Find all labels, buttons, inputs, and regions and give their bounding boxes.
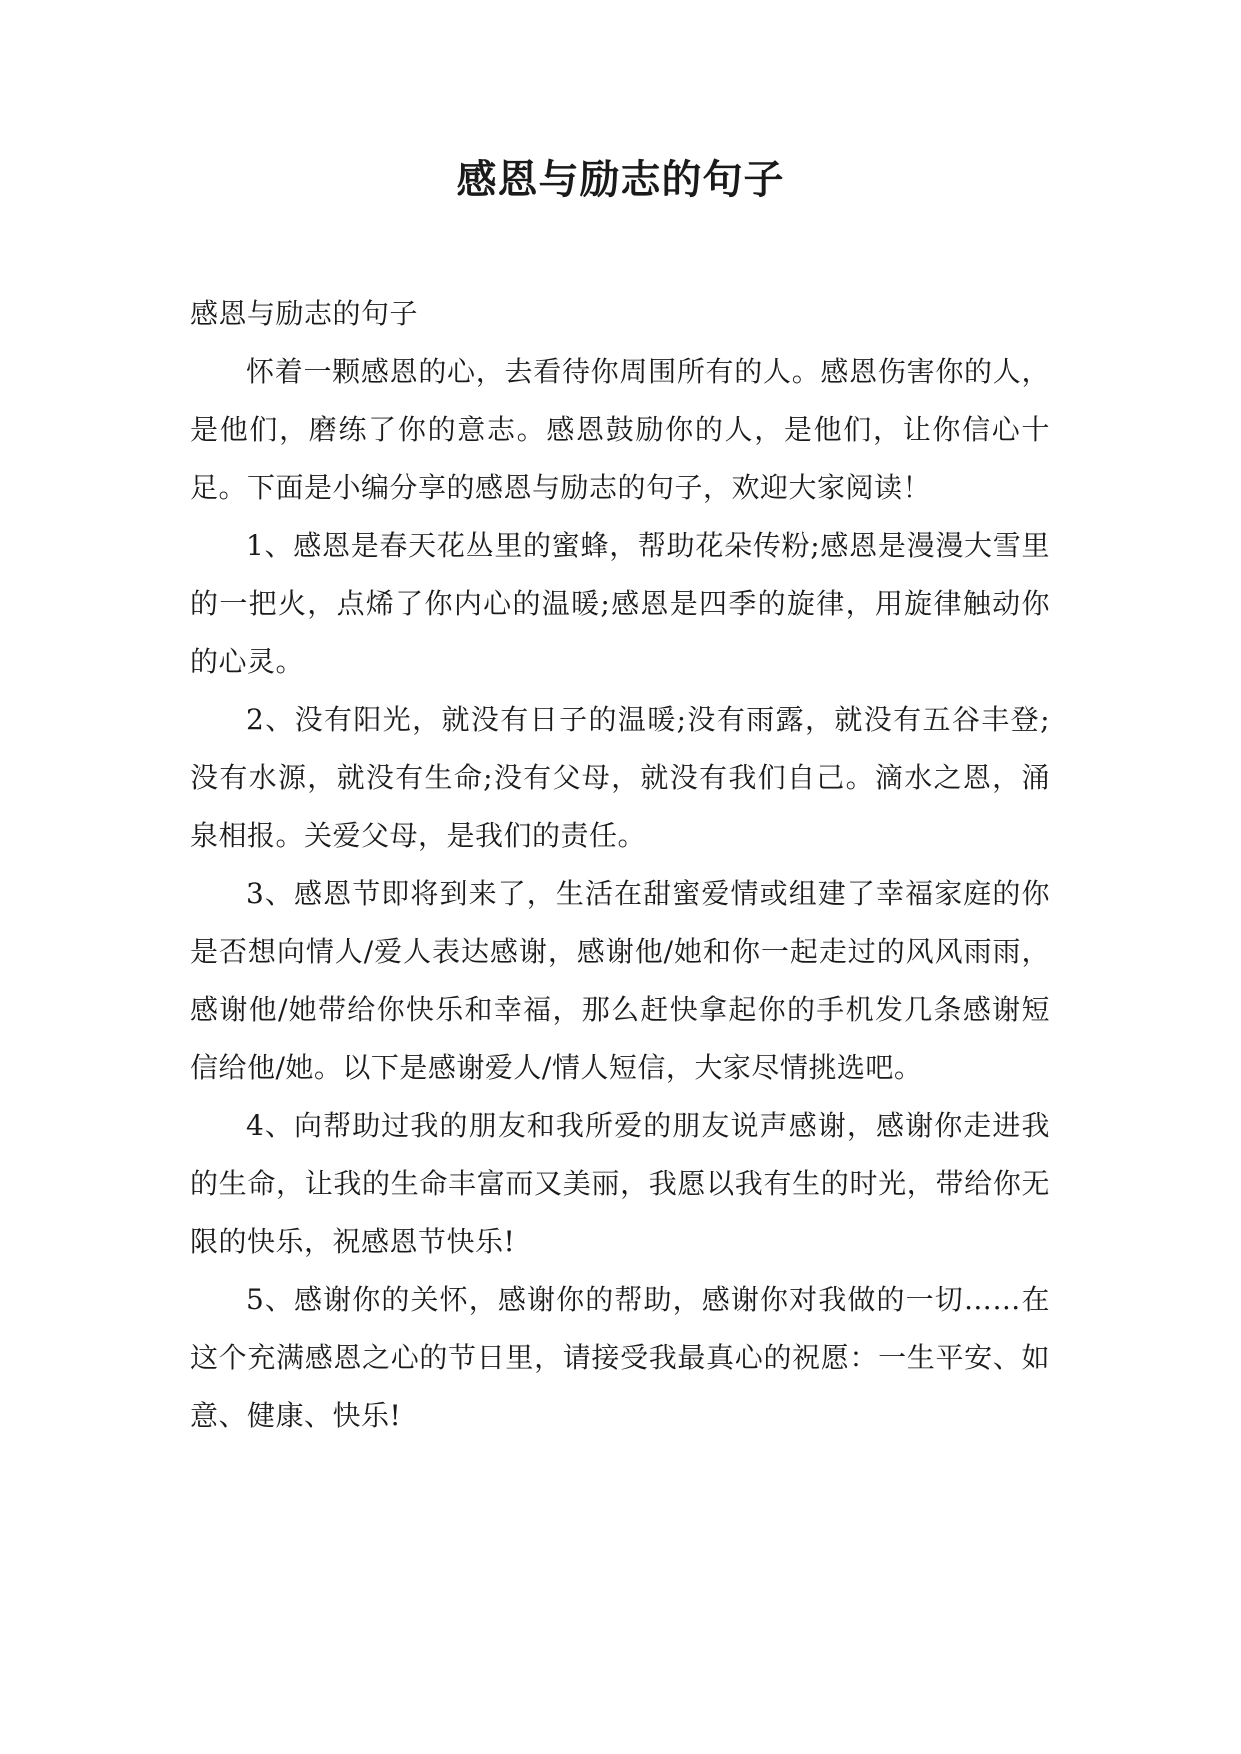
item-paragraph-2: 2、没有阳光，就没有日子的温暖;没有雨露，就没有五谷丰登;没有水源，就没有生命;没有父母，就没有我们自己。滴水之恩，涌泉相报。关爱父母，是我们的责任。 <box>190 703 1050 852</box>
item-paragraph-5: 5、感谢你的关怀，感谢你的帮助，感谢你对我做的一切……在这个充满感恩之心的节日里，请接受我最真心的祝愿：一生平安、如意、健康、快乐! <box>190 1283 1050 1432</box>
item-paragraph-4: 4、向帮助过我的朋友和我所爱的朋友说声感谢，感谢你走进我的生命，让我的生命丰富而又美丽，我愿以我有生的时光，带给你无限的快乐，祝感恩节快乐! <box>190 1109 1050 1258</box>
document-subtitle: 感恩与励志的句子 <box>190 297 419 330</box>
intro-paragraph: 怀着一颗感恩的心，去看待你周围所有的人。感恩伤害你的人，是他们，磨练了你的意志。感恩鼓励你的人，是他们，让你信心十足。下面是小编分享的感恩与励志的句子，欢迎大家阅读！ <box>190 355 1050 504</box>
item-paragraph-3: 3、感恩节即将到来了，生活在甜蜜爱情或组建了幸福家庭的你是否想向情人/爱人表达感谢，感谢他/她和你一起走过的风风雨雨，感谢他/她带给你快乐和幸福，那么赶快拿起你的手机发几条感谢短信给他/她。以下是感谢爱人/情人短信，大家尽情挑选吧。 <box>190 877 1050 1084</box>
item-paragraph-1: 1、感恩是春天花丛里的蜜蜂，帮助花朵传粉;感恩是漫漫大雪里的一把火，点烯了你内心的温暖;感恩是四季的旋律，用旋律触动你的心灵。 <box>190 529 1050 678</box>
document-body <box>190 285 1050 1445</box>
document-title: 感恩与励志的句子 <box>456 157 785 203</box>
